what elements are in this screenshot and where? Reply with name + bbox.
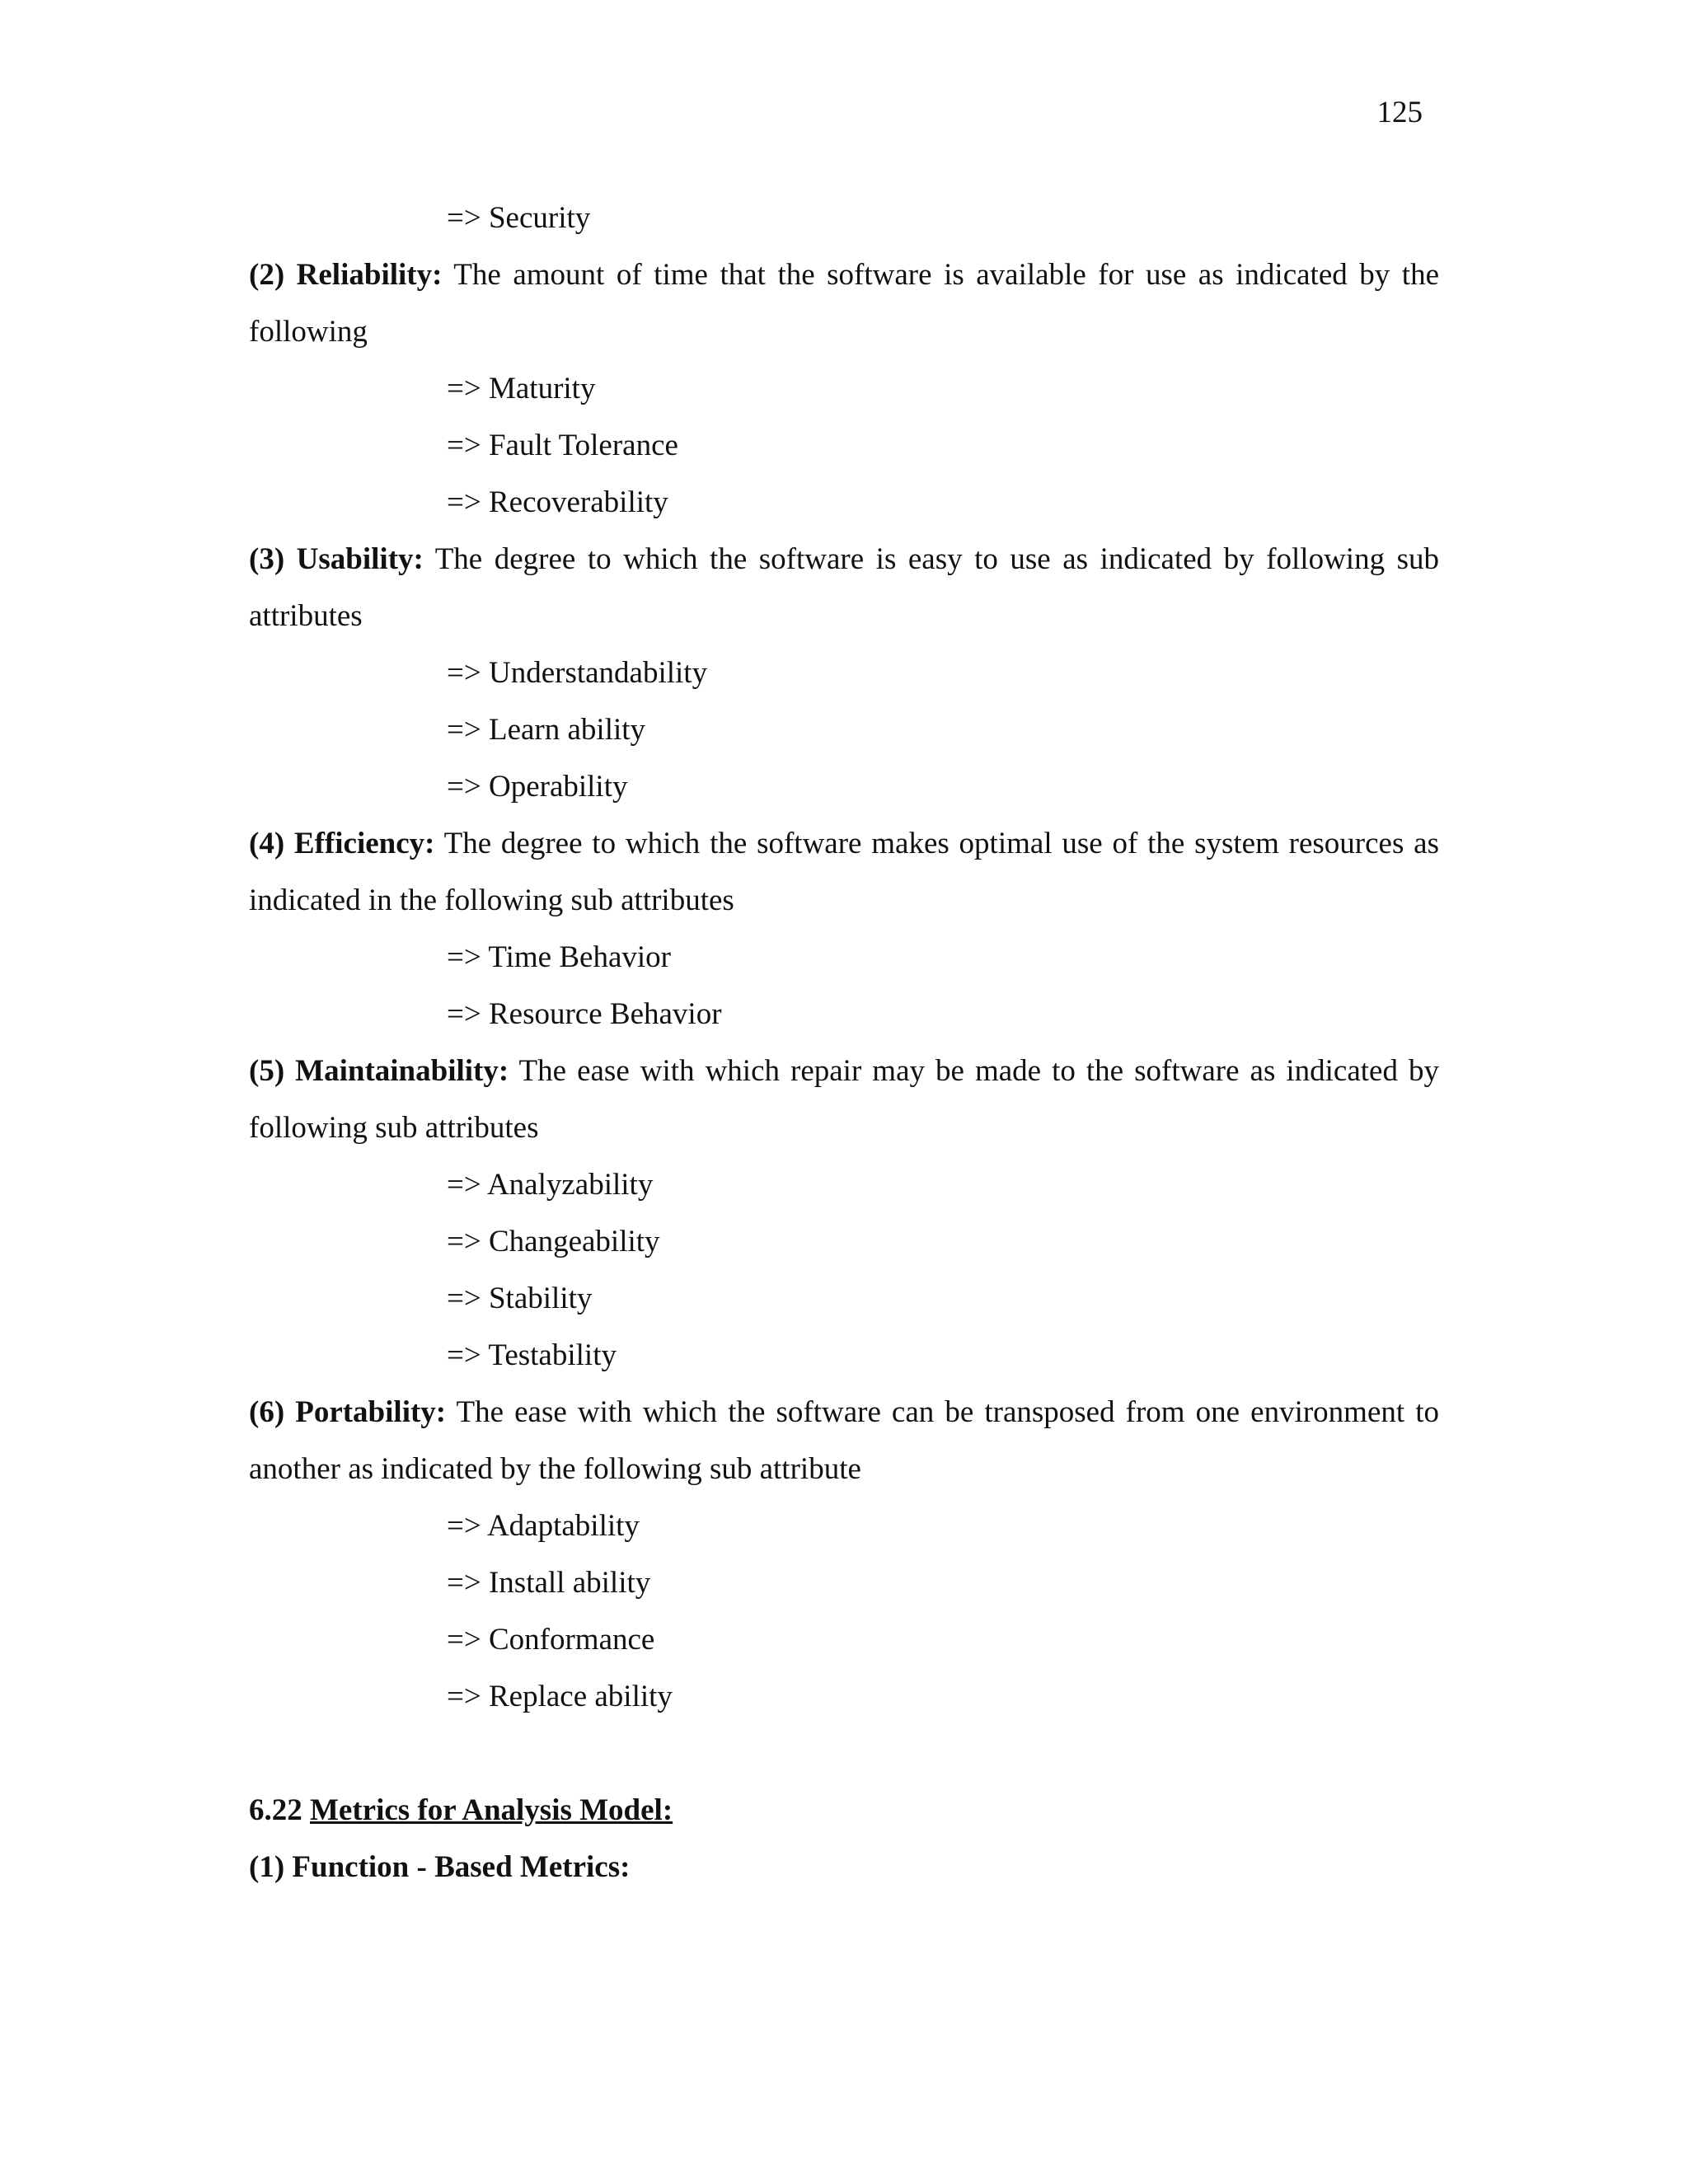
attribute-description: The ease with which the software can be transposed from one environment to another as indicated by the following sub attribute [249, 1395, 1439, 1486]
attribute-label: (4) Efficiency: [249, 827, 435, 860]
attribute-paragraph-portability [249, 1384, 1439, 1497]
sub-attribute-item: => Time Behavior [447, 940, 671, 974]
attribute-description: The ease with which repair may be made to the software as indicated by following sub attributes [249, 1054, 1439, 1145]
sub-attribute-item: => Replace ability [447, 1680, 673, 1713]
section-title: Metrics for Analysis Model: [310, 1793, 673, 1827]
attribute-paragraph-reliability [249, 246, 1439, 360]
attribute-label: (6) Portability: [249, 1395, 447, 1429]
attribute-paragraph-maintainability [249, 1043, 1439, 1156]
sub-attribute-item: => Adaptability [447, 1509, 640, 1543]
sub-attribute-item: => Resource Behavior [447, 997, 722, 1031]
sub-attribute-item: => Operability [447, 770, 628, 804]
attribute-description: The amount of time that the software is available for use as indicated by the following [249, 258, 1439, 349]
sub-attribute-item: => Maturity [447, 372, 596, 405]
attribute-label: (5) Maintainability: [249, 1054, 509, 1088]
section-number: 6.22 [249, 1793, 302, 1827]
attribute-paragraph-usability [249, 531, 1439, 644]
attribute-description: The degree to which the software is easy to use as indicated by following sub attributes [249, 542, 1439, 633]
section-heading [249, 1782, 1439, 1839]
attribute-label: (3) Usability: [249, 542, 424, 576]
attribute-label: (2) Reliability: [249, 258, 443, 292]
sub-attribute-item: => Fault Tolerance [447, 429, 678, 462]
subsection-heading: (1) Function - Based Metrics: [249, 1850, 631, 1884]
blank-line [249, 1725, 1439, 1782]
sub-attribute-item: => Testability [447, 1338, 617, 1372]
sub-attribute-item: => Analyzability [447, 1168, 654, 1202]
attribute-description: The degree to which the software makes optimal use of the system resources as indicated in the following sub attributes [249, 827, 1439, 917]
attribute-paragraph-efficiency [249, 815, 1439, 929]
sub-attribute-item: => Install ability [447, 1566, 651, 1600]
sub-attribute-item: => Security [447, 201, 591, 235]
page-number: 125 [1376, 96, 1423, 129]
sub-attribute-item: => Recoverability [447, 485, 668, 519]
sub-attribute-item: => Stability [447, 1282, 593, 1315]
page-content [249, 190, 1439, 1896]
sub-attribute-item: => Learn ability [447, 713, 646, 747]
sub-attribute-item: => Changeability [447, 1225, 660, 1258]
sub-attribute-item: => Understandability [447, 656, 708, 690]
sub-attribute-item: => Conformance [447, 1623, 655, 1657]
